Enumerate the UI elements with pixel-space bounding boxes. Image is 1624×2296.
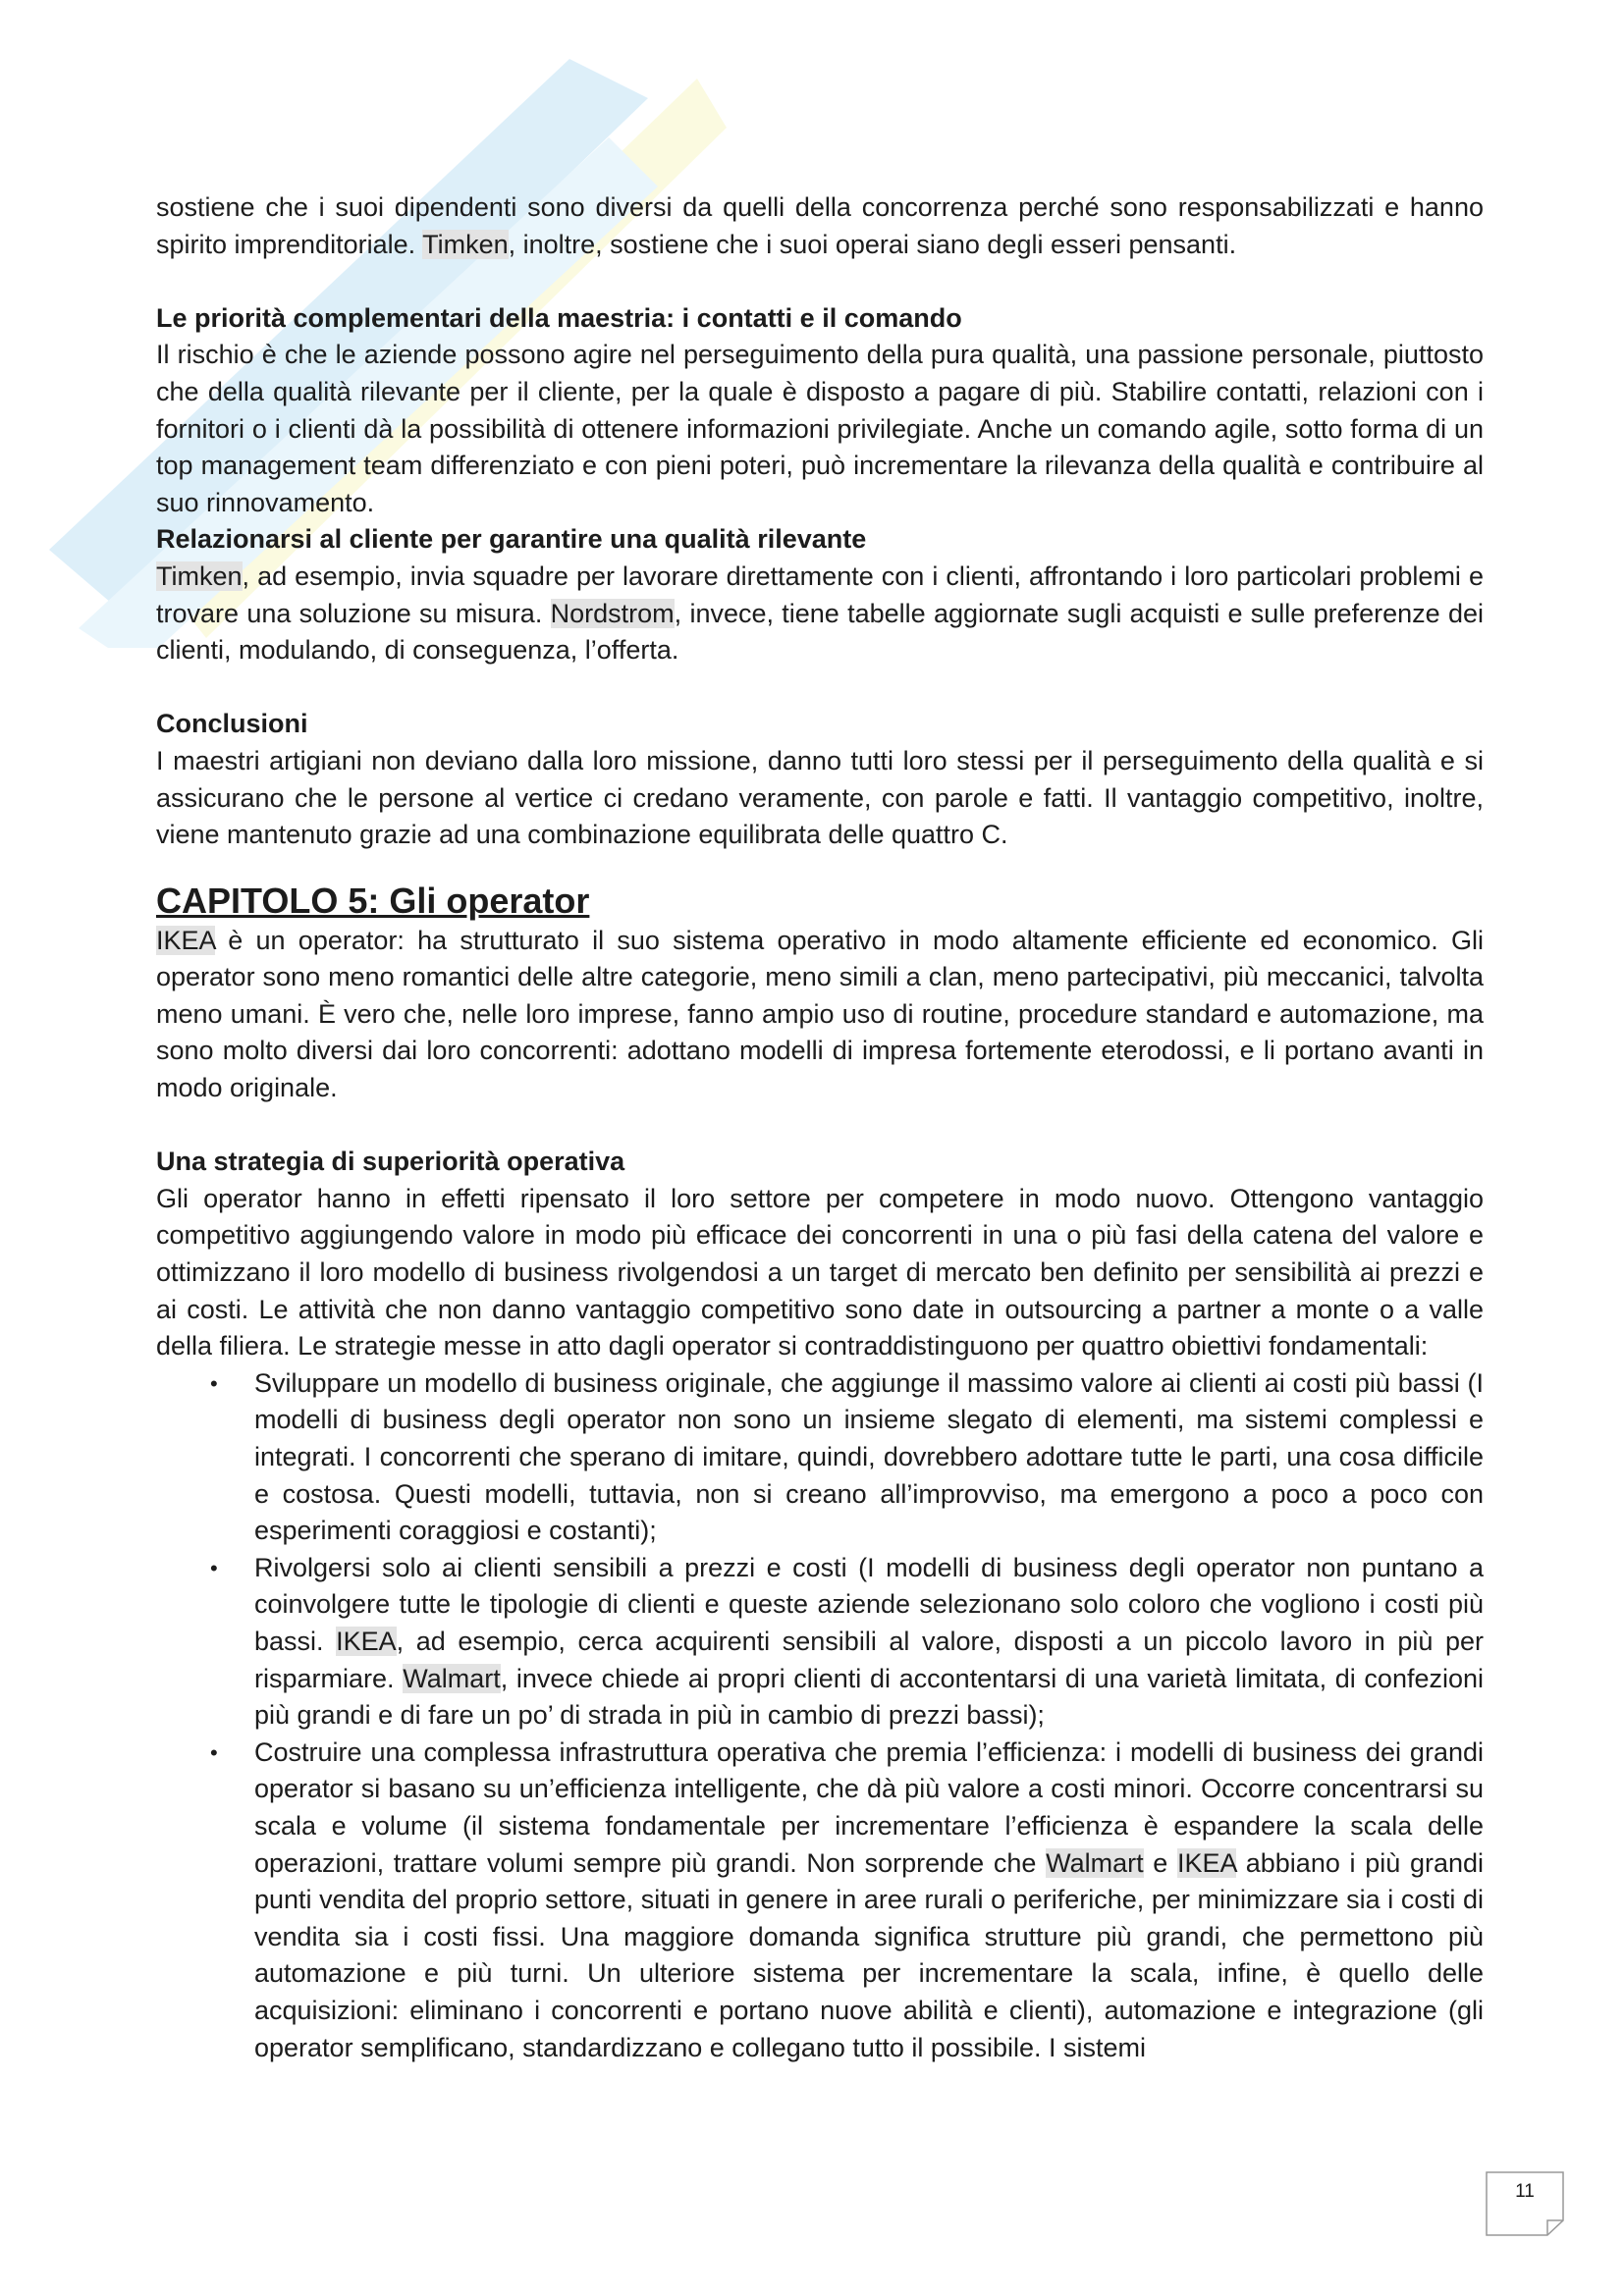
highlight-company: IKEA (1177, 1847, 1237, 1878)
paragraph-intro: sostiene che i suoi dipendenti sono diversi da quelli della concorrenza perché sono responsabilizzati e hanno spirito imprenditoriale. Timken, inoltre, sostiene che i suoi operai siano degli esseri pensanti. (156, 192, 1484, 259)
highlight-company: Walmart (403, 1663, 501, 1693)
paragraph-chapter-intro: IKEA è un operator: ha strutturato il suo sistema operativo in modo altamente efficiente ed economico. Gli operator sono meno romantici delle altre categorie, meno simili a clan, meno partecipativi, più meccanici, talvolta meno umani. È vero che, nelle loro imprese, fanno ampio uso di routine, procedure standard e automazione, ma sono molto diversi dai loro concorrenti: adottano modelli di impresa fortemente eterodossi, e li portano avanti in modo originale. (156, 925, 1484, 1103)
list-item: • Sviluppare un modello di business originale, che aggiunge il massimo valore ai clienti ai costi più bassi (I modelli di business degli operator non sono un insieme slegato di elementi, ma sistemi complessi e integrati. I concorrenti che sperano di imitare, quindi, dovrebbero adottare tutte le parti, una cosa difficile e costosa. Questi modelli, tuttavia, non si creano all’improvviso, ma emergono a poco a poco con esperimenti coraggiosi e costanti); (156, 1365, 1484, 1550)
bullet-icon: • (210, 1555, 218, 1580)
highlight-company: Walmart (1046, 1847, 1144, 1878)
list-item: • Rivolgersi solo ai clienti sensibili a prezzi e costi (I modelli di business degli operator non puntano a coinvolgere tutte le tipologie di clienti e queste aziende selezionano solo coloro che vogliono i costi più bassi. IKEA, ad esempio, cerca acquirenti sensibili al valore, disposti a un piccolo lavoro in più per risparmiare. Walmart, invece chiede ai propri clienti di accontentarsi di una varietà limitata, di confezioni più grandi e di fare un po’ di strada in più in cambio di prezzi bassi); (156, 1550, 1484, 1735)
bullet-icon: • (210, 1370, 218, 1396)
section-heading-strategia: Una strategia di superiorità operativa (156, 1147, 625, 1177)
highlight-company: IKEA (336, 1626, 397, 1656)
page-number: 11 (1515, 2181, 1535, 2202)
paragraph-priorita: Il rischio è che le aziende possono agire nel perseguimento della pura qualità, una passione personale, piuttosto che della qualità rilevante per il cliente, per la quale è disposto a pagare di più. Stabilire contatti, relazioni con i fornitori o i clienti dà la possibilità di ottenere informazioni privilegiate. Anche un comando agile, sotto forma di un top management team differenziato e con pieni poteri, può incrementare la rilevanza della qualità e contribuire al suo rinnovamento. (156, 340, 1484, 517)
paragraph-strategia: Gli operator hanno in effetti ripensato il loro settore per competere in modo nuovo. Ottengono vantaggio competitivo aggiungendo valore in modo più efficace dei concorrenti in una o più fasi della catena del valore e ottimizzano il loro modello di business rivolgendosi a un target di mercato ben definito per sensibilità ai prezzi e ai costi. Le attività che non danno vantaggio competitivo sono date in outsourcing a partner a monte o a valle della filiera. Le strategie messe in atto dagli operator si contraddistinguono per quattro obiettivi fondamentali: (156, 1183, 1484, 1362)
paragraph-relazionarsi: Timken, ad esempio, invia squadre per lavorare direttamente con i clienti, affrontando i loro particolari problemi e trovare una soluzione su misura. Nordstrom, invece, tiene tabelle aggiornate sugli acquisti e sulle preferenze dei clienti, modulando, di conseguenza, l’offerta. (156, 561, 1485, 666)
highlight-company: Nordstrom (550, 598, 675, 628)
bullet-list (156, 1365, 1484, 2066)
chapter-title: CAPITOLO 5: Gli operator (156, 880, 590, 921)
list-item: • Costruire una complessa infrastruttura operativa che premia l’efficienza: i modelli di business dei grandi operator si basano su un’efficienza intelligente, che dà più valore a costi minori. Occorre concentrarsi su scala e volume (il sistema fondamentale per incrementare l’efficienza è espandere la scala delle operazioni, trattare volumi sempre più grandi. Non sorprende che Walmart e IKEA abbiano i più grandi punti vendita del proprio settore, situati in genere in aree rurali o periferiche, per minimizzare sia i costi di vendita sia i costi fissi. Una maggiore domanda significa strutture più grandi, che permettono più automazione e più turni. Un ulteriore sistema per incrementare la scala, infine, è quello delle acquisizioni: eliminano i concorrenti e portano nuove abilità e clienti), automazione e integrazione (gli operator semplificano, standardizzano e collegano tutto il possibile. I sistemi (156, 1735, 1484, 2066)
section-heading-priorita: Le priorità complementari della maestria: i contatti e il comando (156, 302, 962, 333)
section-heading-conclusioni: Conclusioni (156, 709, 308, 739)
bullet-icon: • (210, 1739, 218, 1765)
page-content (156, 189, 1484, 2066)
paragraph-conclusioni: I maestri artigiani non deviano dalla loro missione, danno tutti loro stessi per il perseguimento della qualità e si assicurano che le persone al vertice ci credano veramente, con parole e fatti. Il vantaggio competitivo, inoltre, viene mantenuto grazie ad una combinazione equilibrata delle quattro C. (156, 745, 1484, 850)
section-heading-relazionarsi: Relazionarsi al cliente per garantire una qualità rilevante (156, 524, 867, 555)
highlight-company: Timken (422, 229, 509, 259)
highlight-company: Timken (156, 561, 243, 591)
highlight-company: IKEA (156, 925, 216, 955)
